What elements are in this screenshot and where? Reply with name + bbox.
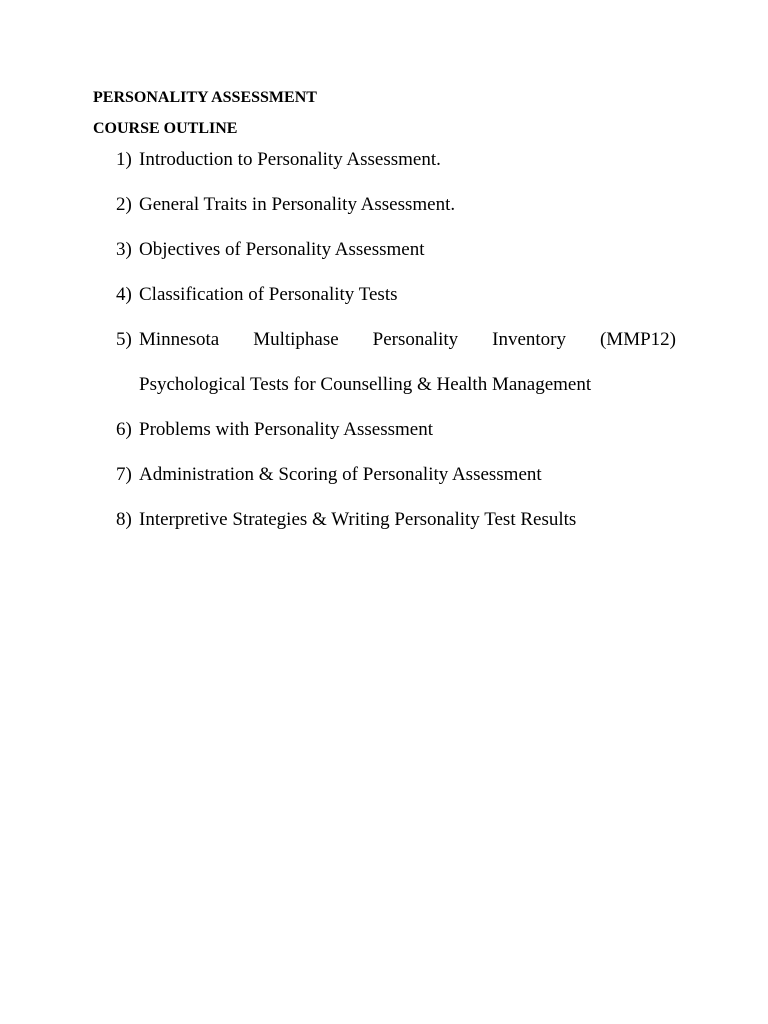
- list-item: [116, 465, 676, 485]
- list-item-text: Introduction to Personality Assessment.: [139, 149, 441, 170]
- list-item-text: General Traits in Personality Assessment.: [139, 194, 456, 215]
- list-item-text: Interpretive Strategies & Writing Personality Test Results: [139, 509, 577, 530]
- list-item: [116, 150, 676, 170]
- list-item: [116, 510, 676, 530]
- list-item-number: 1): [116, 149, 132, 170]
- list-item-number: 8): [116, 509, 132, 530]
- list-item-word: Minnesota: [139, 329, 220, 350]
- document-title: PERSONALITY ASSESSMENT: [93, 89, 317, 106]
- list-item-word: Multiphase: [253, 329, 339, 350]
- list-item-continuation: Psychological Tests for Counselling & Health Management: [139, 374, 592, 395]
- list-item: [116, 195, 676, 215]
- list-item: [116, 285, 676, 305]
- list-item-word: Inventory: [492, 329, 566, 350]
- list-item-number: 3): [116, 239, 132, 260]
- list-item-text: Problems with Personality Assessment: [139, 419, 433, 440]
- section-heading: COURSE OUTLINE: [93, 120, 238, 137]
- list-item-number: 4): [116, 284, 132, 305]
- list-item: [116, 330, 676, 350]
- list-item-number: 7): [116, 464, 132, 485]
- list-item-word: (MMP12): [599, 329, 676, 350]
- course-outline-list: [116, 150, 676, 555]
- list-item-word: Personality: [372, 329, 459, 350]
- list-item-text: Administration & Scoring of Personality Assessment: [139, 464, 542, 485]
- list-item: [116, 420, 676, 440]
- list-item-number: 5): [116, 329, 132, 350]
- list-item-number: 2): [116, 194, 132, 215]
- list-item-text: Classification of Personality Tests: [139, 284, 398, 305]
- list-item-number: 6): [116, 419, 132, 440]
- list-item-text: [139, 330, 676, 350]
- list-item-text: Objectives of Personality Assessment: [139, 239, 425, 260]
- list-item: [116, 240, 676, 260]
